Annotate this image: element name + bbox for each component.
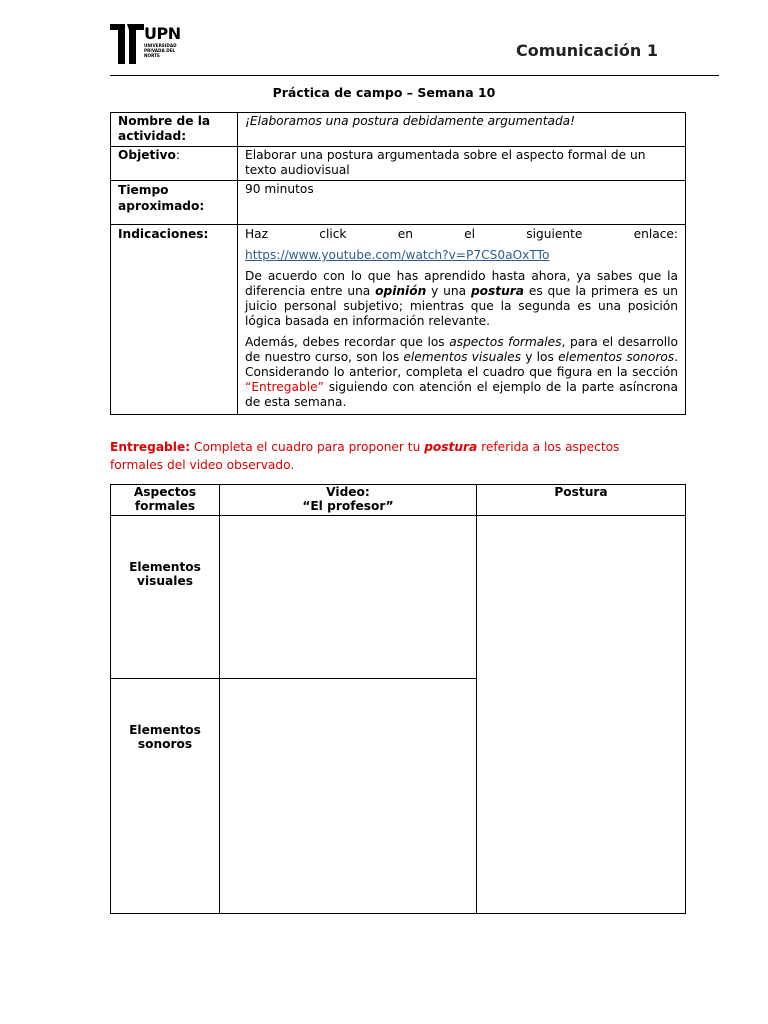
table-row (111, 516, 686, 679)
course-title: Comunicación 1 (515, 41, 658, 60)
postura-cell[interactable] (477, 516, 686, 914)
video-visuales-cell[interactable] (220, 516, 477, 679)
objective-label: Objetivo: (111, 147, 238, 181)
row-elementos-visuales: Elementos visuales (111, 516, 220, 679)
instructions-value (238, 225, 686, 415)
instructions-p2: De acuerdo con lo que has aprendido hasta ahora, ya sabes que la diferencia entre una opinión y una postura es que la primera es un juicio personal subjetivo; mientras que la segunda es una posición lógica basada en información relevante. (245, 269, 678, 328)
time-value: 90 minutos (238, 181, 686, 225)
logo-text: UPN (144, 24, 181, 43)
upn-logo-icon (110, 24, 144, 64)
header-video: Video: “El profesor” (220, 485, 477, 516)
table-row (111, 147, 686, 181)
video-sonoros-cell[interactable] (220, 679, 477, 914)
table-row (111, 181, 686, 225)
activity-label: Nombre de la actividad: (111, 113, 238, 147)
header-divider (110, 75, 719, 76)
time-label: Tiempo aproximado: (111, 181, 238, 225)
page-title: Práctica de campo – Semana 10 (272, 85, 496, 100)
header-aspectos: Aspectos formales (111, 485, 220, 516)
deliverable-table (110, 484, 686, 914)
activity-info-table (110, 112, 686, 415)
logo-subtitle: UNIVERSIDAD PRIVADA DEL NORTE (144, 43, 177, 58)
row-elementos-sonoros: Elementos sonoros (111, 679, 220, 914)
table-row (111, 113, 686, 147)
instructions-label: Indicaciones: (111, 225, 238, 415)
header-postura: Postura (477, 485, 686, 516)
table-row (111, 485, 686, 516)
instructions-p1: Haz click en el siguiente enlace: (245, 227, 678, 241)
youtube-link[interactable]: https://www.youtube.com/watch?v=P7CS0aOxTTo (245, 248, 550, 262)
activity-value: ¡Elaboramos una postura debidamente argumentada! (238, 113, 686, 147)
objective-value: Elaborar una postura argumentada sobre el aspecto formal de un texto audiovisual (238, 147, 686, 181)
deliverable-text: Entregable: Completa el cuadro para proponer tu postura referida a los aspectos formales del video observado. (110, 440, 620, 472)
instructions-p3: Además, debes recordar que los aspectos formales, para el desarrollo de nuestro curso, son los elementos visuales y los elementos sonoros. Considerando lo anterior, completa el cuadro que figura en la sección “Entregable” siguiendo con atención el ejemplo de la parte asíncrona de esta semana. (245, 335, 679, 409)
table-row (111, 225, 686, 415)
